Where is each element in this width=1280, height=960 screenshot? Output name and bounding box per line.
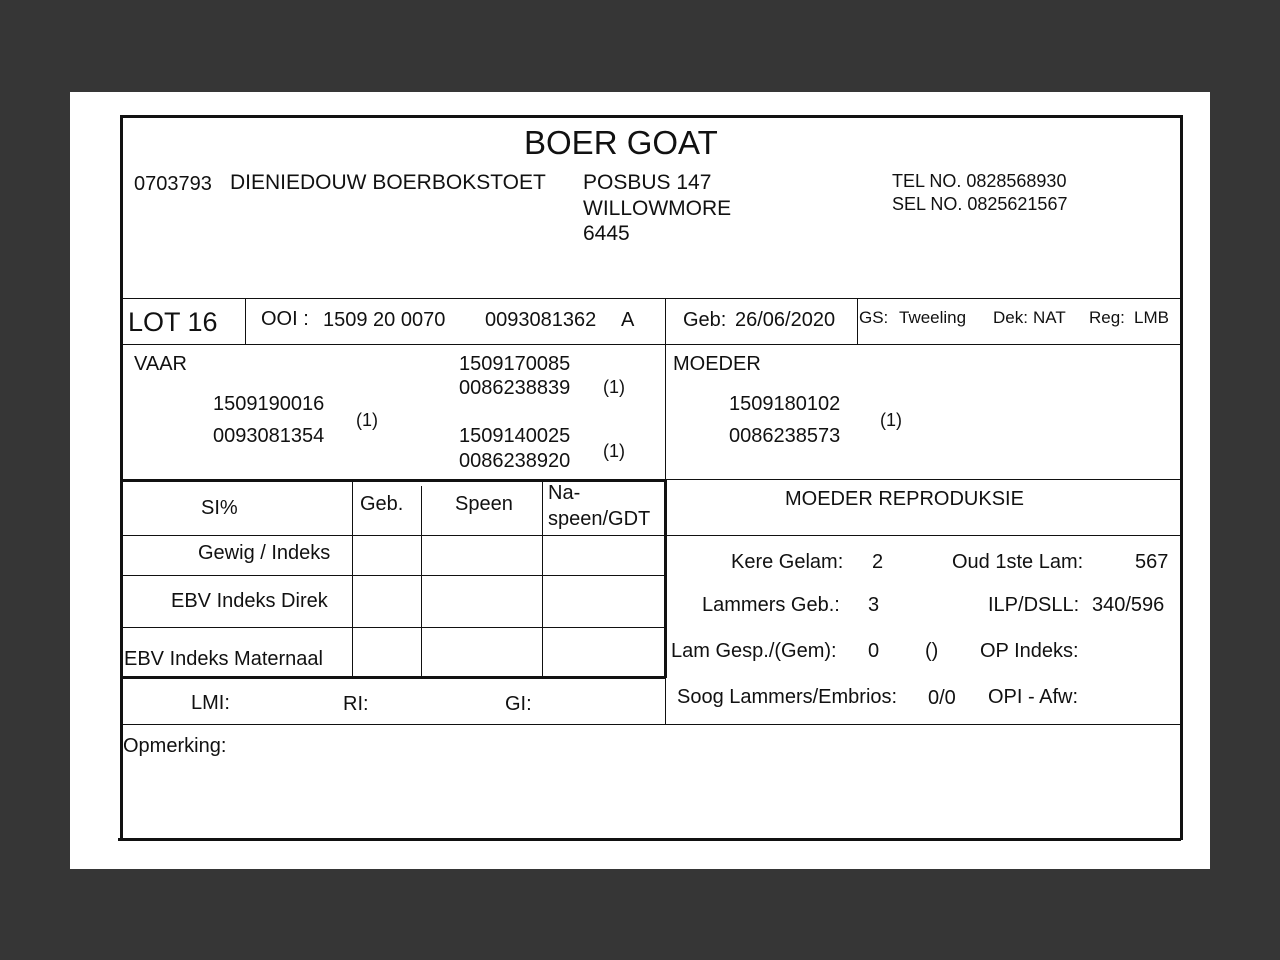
id-number: 0093081362 bbox=[485, 309, 597, 331]
frame-top bbox=[120, 115, 1183, 118]
divider bbox=[421, 486, 422, 678]
header-speen: Speen bbox=[455, 493, 513, 515]
owner-name: DIENIEDOUW BOERBOKSTOET bbox=[230, 171, 546, 194]
divider bbox=[122, 535, 1180, 536]
oud-value: 567 bbox=[1135, 551, 1169, 573]
header-naspeen: Na- bbox=[548, 482, 581, 504]
sire-id: 1509190016 bbox=[213, 393, 325, 415]
dam-id: 1509180102 bbox=[729, 393, 841, 415]
op-label: OP Indeks: bbox=[980, 640, 1079, 662]
gs-value: Tweeling bbox=[899, 308, 967, 327]
header-geb: Geb. bbox=[360, 493, 404, 515]
row-label: EBV Indeks Direk bbox=[171, 590, 328, 612]
divider bbox=[122, 479, 665, 482]
sel-number: SEL NO. 0825621567 bbox=[892, 194, 1068, 214]
soog-value: 0/0 bbox=[928, 687, 956, 709]
row-label: Gewig / Indeks bbox=[198, 542, 331, 564]
reg-value: LMB bbox=[1134, 308, 1169, 327]
divider bbox=[122, 676, 665, 679]
address-line: 6445 bbox=[583, 222, 630, 245]
ilp-label: ILP/DSLL: bbox=[988, 594, 1080, 616]
id-suffix: A bbox=[621, 309, 635, 331]
card-title: BOER GOAT bbox=[524, 124, 718, 161]
ilp-value: 340/596 bbox=[1092, 594, 1165, 616]
frame-left bbox=[120, 115, 123, 840]
dam-label: MOEDER bbox=[673, 353, 761, 375]
lammers-value: 3 bbox=[868, 594, 880, 616]
row-label: EBV Indeks Maternaal bbox=[124, 648, 323, 670]
dek-value: NAT bbox=[1033, 308, 1066, 327]
gesp-label: Lam Gesp./(Gem): bbox=[671, 640, 837, 662]
kere-label: Kere Gelam: bbox=[731, 551, 844, 573]
header-naspeen: speen/GDT bbox=[548, 508, 651, 530]
divider bbox=[352, 482, 353, 678]
gs-label: GS: bbox=[859, 308, 889, 327]
divider bbox=[664, 480, 667, 678]
paternal-granddam-note: (1) bbox=[603, 441, 625, 461]
paternal-granddam-id: 0086238920 bbox=[459, 450, 571, 472]
lmi-label: LMI: bbox=[191, 692, 230, 714]
gesp-value: 0 bbox=[868, 640, 880, 662]
ri-label: RI: bbox=[343, 693, 369, 715]
lot-number: LOT 16 bbox=[128, 307, 218, 337]
divider bbox=[122, 627, 665, 628]
dam-id: 0086238573 bbox=[729, 425, 841, 447]
frame-bottom bbox=[118, 838, 1181, 841]
soog-label: Soog Lammers/Embrios: bbox=[677, 686, 898, 708]
divider bbox=[665, 479, 1180, 480]
divider bbox=[542, 482, 543, 678]
lammers-label: Lammers Geb.: bbox=[702, 594, 840, 616]
opi-label: OPI - Afw: bbox=[988, 686, 1079, 708]
divider bbox=[122, 344, 1180, 345]
paternal-grandsire-note: (1) bbox=[603, 377, 625, 397]
sire-note: (1) bbox=[356, 410, 378, 430]
ooi-number: 1509 20 0070 bbox=[323, 309, 446, 331]
owner-code: 0703793 bbox=[134, 173, 212, 195]
divider bbox=[245, 298, 246, 344]
tel-number: TEL NO. 0828568930 bbox=[892, 171, 1067, 191]
divider bbox=[122, 575, 665, 576]
gesp-gem: () bbox=[925, 640, 939, 662]
reg-label: Reg: bbox=[1089, 308, 1125, 327]
address-line: WILLOWMORE bbox=[583, 197, 732, 220]
divider bbox=[122, 724, 1180, 725]
oud-label: Oud 1ste Lam: bbox=[952, 551, 1084, 573]
kere-value: 2 bbox=[872, 551, 884, 573]
divider bbox=[122, 298, 1180, 299]
gi-label: GI: bbox=[505, 693, 532, 715]
sire-label: VAAR bbox=[134, 353, 187, 375]
sire-id: 0093081354 bbox=[213, 425, 325, 447]
paternal-grandsire-id: 0086238839 bbox=[459, 377, 571, 399]
remarks-label: Opmerking: bbox=[123, 735, 227, 757]
dam-note: (1) bbox=[880, 410, 902, 430]
paternal-grandsire-id: 1509170085 bbox=[459, 353, 571, 375]
frame-right bbox=[1180, 115, 1183, 840]
ooi-label: OOI : bbox=[261, 308, 309, 330]
address-line: POSBUS 147 bbox=[583, 171, 712, 194]
reproduction-title: MOEDER REPRODUKSIE bbox=[785, 488, 1024, 510]
birth-label: Geb: bbox=[683, 309, 727, 331]
divider bbox=[857, 298, 858, 344]
paternal-granddam-id: 1509140025 bbox=[459, 425, 571, 447]
birth-date: 26/06/2020 bbox=[735, 309, 836, 331]
dek-label: Dek: bbox=[993, 308, 1028, 327]
header-si: SI% bbox=[201, 497, 238, 519]
